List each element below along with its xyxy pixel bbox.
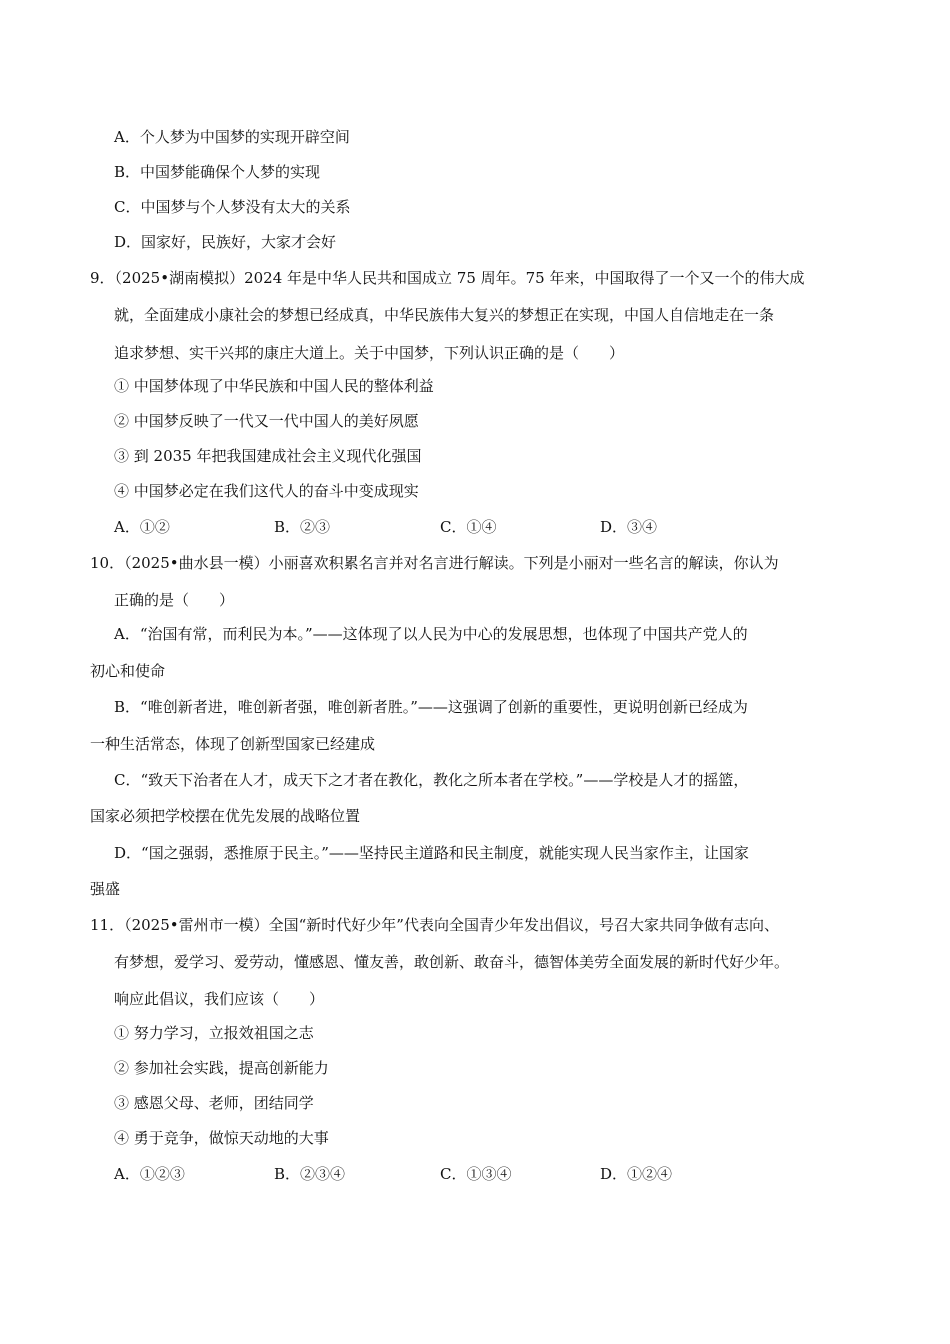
q9-choices <box>0 517 950 537</box>
q10-option-a-line-1: A．“治国有常，而利民为本。”——这体现了以人民为中心的发展思想，也体现了中国共产党人的 <box>114 625 748 643</box>
q8-option-d: D．国家好，民族好，大家才会好 <box>114 233 337 251</box>
q11-choice-b: B．②③④ <box>274 1165 346 1183</box>
q10-stem-line-2: 正确的是（ ） <box>114 591 235 609</box>
q8-option-c: C．中国梦与个人梦没有太大的关系 <box>114 198 351 216</box>
q11-choice-c: C．①③④ <box>440 1165 512 1183</box>
q9-statement-1: ① 中国梦体现了中华民族和中国人民的整体利益 <box>114 377 434 395</box>
q9-stem-line-1: 9．（2025•湖南模拟）2024 年是中华人民共和国成立 75 周年。75 年来，中国取得了一个又一个的伟大成 <box>90 269 805 287</box>
q8-option-b: B．中国梦能确保个人梦的实现 <box>114 163 321 181</box>
q11-stem-line-2: 有梦想，爱学习、爱劳动，懂感恩、懂友善，敢创新、敢奋斗，德智体美劳全面发展的新时代好少年。 <box>114 953 790 971</box>
q11-statement-4: ④ 勇于竞争，做惊天动地的大事 <box>114 1129 329 1147</box>
q11-statement-2: ② 参加社会实践，提高创新能力 <box>114 1059 329 1077</box>
q11-stem-line-3: 响应此倡议，我们应该（ ） <box>114 990 325 1008</box>
q9-stem-line-2: 就，全面建成小康社会的梦想已经成真，中华民族伟大复兴的梦想正在实现，中国人自信地走在一条 <box>114 306 775 324</box>
q9-statement-4: ④ 中国梦必定在我们这代人的奋斗中变成现实 <box>114 482 419 500</box>
q10-option-a-line-2: 初心和使命 <box>90 662 166 680</box>
q10-option-d-line-2: 强盛 <box>90 880 121 898</box>
q10-option-d-line-1: D．“国之强弱，悉推原于民主。”——坚持民主道路和民主制度，就能实现人民当家作主，让国家 <box>114 844 749 862</box>
q11-statement-3: ③ 感恩父母、老师，团结同学 <box>114 1094 314 1112</box>
q11-choices <box>0 1164 950 1184</box>
q10-stem-line-1: 10．（2025•曲水县一模）小丽喜欢积累名言并对名言进行解读。下列是小丽对一些名言的解读，你认为 <box>90 554 779 572</box>
q9-statement-2: ② 中国梦反映了一代又一代中国人的美好夙愿 <box>114 412 419 430</box>
q8-option-a: A．个人梦为中国梦的实现开辟空间 <box>114 128 350 146</box>
q9-statement-3: ③ 到 2035 年把我国建成社会主义现代化强国 <box>114 447 422 465</box>
q9-stem-line-3: 追求梦想、实干兴邦的康庄大道上。关于中国梦，下列认识正确的是（ ） <box>114 344 625 362</box>
q10-option-c-line-2: 国家必须把学校摆在优先发展的战略位置 <box>90 807 361 825</box>
q11-statement-1: ① 努力学习，立报效祖国之志 <box>114 1024 314 1042</box>
q10-option-b-line-1: B．“唯创新者进，唯创新者强，唯创新者胜。”——这强调了创新的重要性，更说明创新已经成为 <box>114 698 748 716</box>
q10-option-b-line-2: 一种生活常态，体现了创新型国家已经建成 <box>90 735 376 753</box>
q11-stem-line-1: 11．（2025•雷州市一模）全国“新时代好少年”代表向全国青少年发出倡议，号召大家共同争做有志向、 <box>90 916 779 934</box>
q9-choice-a: A．①② <box>114 518 170 536</box>
q9-choice-c: C．①④ <box>440 518 497 536</box>
q9-choice-b: B．②③ <box>274 518 331 536</box>
q11-choice-a: A．①②③ <box>114 1165 185 1183</box>
q10-option-c-line-1: C．“致天下治者在人才，成天下之才者在教化，教化之所本者在学校。”——学校是人才的摇篮， <box>114 771 749 789</box>
q9-choice-d: D．③④ <box>600 518 658 536</box>
q11-choice-d: D．①②④ <box>600 1165 673 1183</box>
